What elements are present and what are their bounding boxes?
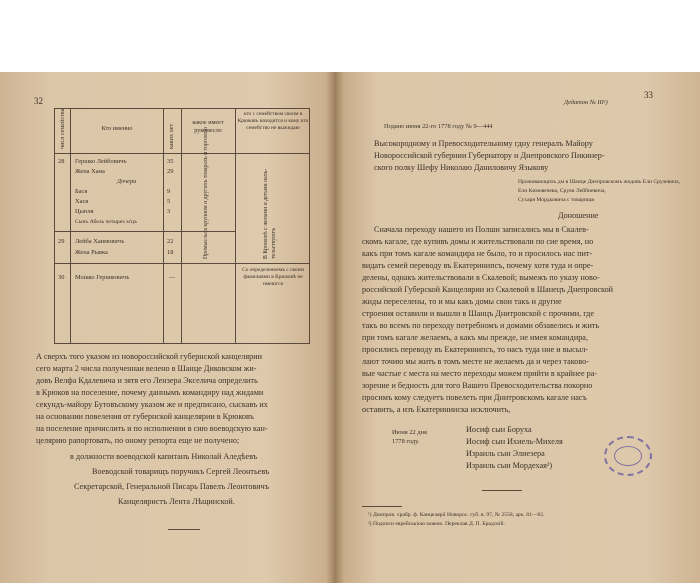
row-name: Жена Хана [75, 168, 105, 175]
row-number: 29 [58, 238, 65, 245]
row-name: Дочери [117, 178, 137, 185]
header-who: Кто именно [101, 125, 133, 132]
row-age: 35 [167, 158, 174, 165]
row-name: Лейба Хаимовичъ [75, 238, 125, 245]
left-page: 32 числ семейства Кто именно каких лет какое имеет рукомесло кто с семейством своим в Крюковъ находится и кому кто семейство не выжидаю 28 Гершко Лейбовичъ 35 Жена Хана 29 Дочери Бася 9 Хася 5 Цыпля 3 Сынъ Абель четырех м'цъ 29 Лейба Хаимовичъ 22 Жена Рывка 18 30 Мошко Гершковичъ — Промыслы в крупном и другихъ товарахъ и торговлю В Крюковѣ с женами и детьми нахъ- тельствуютъ Со определениемъ с своим фамилиями в Крюковѣ не имеются А сверхъ того указом из новороссийской губернской канцелярии сего марта 2 числа полученнаи велено в Шанце Диковском жи- довъ Велфа Кдалевича и зятя его Лензера Экселича определить в Крюков на поселение, почему даннымъ командиру над жидами секундъ-майору Бутовъскому указом же и предписано, сыскавъ их на основании повеления от губернской канцелярии в Крюковъ на поселение причислить и по исполнении в сию воеводскую кан- целярию рапортовать, по оному репорта еще не получено; в должности воеводской капитанъ Николай Аледѣевъ Воеводской товарищъ поручикъ Сергей Леонтьевъ Секретарской, Генеральной Писарь Павелъ Леонтовичъ Канцеляристъ Лента Лѣщинской. [0, 72, 334, 583]
footnote-2: ²) Подписи еврейськіою мовою. Переклав Д. П. Брадскій. [368, 521, 505, 527]
appendix-label: Дедатон № III¹) [564, 99, 608, 106]
header-age: каких лет [168, 123, 175, 149]
divider [482, 490, 522, 491]
row-age: 9 [167, 188, 171, 195]
krukov-note: В Крюковѣ с женами и детьми нахъ- [263, 168, 269, 259]
row-name: Гершко Лейбовичъ [75, 158, 127, 165]
book-spread [0, 72, 700, 583]
right-page: 33 Дедатон № III¹) Подано июня 22-го 1778 году № 9—444 Высокородному и Превосходительному гдну генералъ Майору Новороссийской губернии Губернатору и Днепровского Пикинер- ского полку Шефу Николаю Даниловичу Языкову Проживающихъ дм в Шанце Днепровскомъ жидовъ Ели Срулевича, Ели Кимовечева, Срули Лейбиевича, Сухаря Мордковича с товарищи Доношение Сначала переходу нашего из Полши записались мы в Скалев- скомъ кагале, где купивъ домы и жительствовали по сие время, но какъ при томъ кагале командира не было, то и просилось нас пит- видать семей переводу въ Екатеринипсъ, почему хотя туда и опре- делены, однакъ жительствовали в Скалевой; вымежъ по указу ново- российской Губерской Канцелярии из Скалевой в Шанецъ Днепровской жиды переселены, то и мы какъ домы свои такъ и другие строения оставили и вышли в Шанцъ Днитровской с прочими, где такъ во всемъ по переходу потребномъ и домами обзавелись и жить при томъ кагале желаемъ, а какъ мы прежде, не имея командира, просились переводу въ Екатеринипсъ, то насъ туда нне и высыл- лают точию мы жить в томъ месте не желаемъ да и через таково- вые частые с места на место переходы можем прийти в крайнее ра- зорение и бедность для того Вашего Превосходительства покорно просимъ кому следуетъ повелеть при Днитровскомъ кагале насъ оставить, а изъ Екатеринииска исключить, Июня 22 дня 1778 году. Иосиф сын Боруха Иосиф сын Ихиель-Михеля Израиль сын Элиезера Израиль сын Мордехая²) ¹) Днипров. храбр. ф. Канцелярії Новорос. губ. в. 97, № 2558, арк. 81—82. ²) Подписи еврейськіою мовою. Переклав Д. П. Брадскій. [334, 72, 700, 583]
archive-stamp [604, 436, 652, 476]
report-date: Июня 22 дня [392, 429, 427, 436]
craft-note: Промыслы в крупном и другихъ товарахъ и торговлю [203, 127, 209, 259]
row-age: 22 [167, 238, 174, 245]
report-year: 1778 году. [392, 438, 420, 445]
row-name: Сынъ Абель четырех м'цъ [75, 219, 137, 225]
header-craft: какое имеет рукомесло [192, 119, 224, 134]
row-age: 5 [167, 198, 171, 205]
row-name: Бася [75, 188, 88, 195]
book-gutter [326, 72, 344, 583]
divider [168, 529, 200, 530]
row-age: 3 [167, 208, 171, 215]
row-name: Жена Рывка [75, 249, 108, 256]
row-number: 30 [58, 274, 65, 281]
row-name: Цыпля [75, 208, 94, 215]
header-family-number: числ семейства [59, 108, 66, 149]
page-number: 32 [34, 96, 43, 106]
report-title: Доношение [558, 211, 599, 220]
table-note: Со определениемъ с своим фамилиями в Крюковѣ не имеются [242, 267, 304, 287]
row-age: — [169, 274, 176, 281]
header-location: кто с семейством своим в Крюковъ находится и кому кто семейство не выжидаю [237, 111, 309, 131]
krukov-note-2: тельствуютъ [271, 228, 277, 259]
row-age: 29 [167, 168, 174, 175]
row-name: Мошко Гершковичъ [75, 274, 130, 281]
census-table [54, 108, 310, 344]
row-age: 18 [167, 249, 174, 256]
footnote-rule [362, 506, 402, 507]
footnote-1: ¹) Днипров. храбр. ф. Канцелярії Новорос. губ. в. 97, № 2558, арк. 81—82. [368, 512, 545, 518]
row-name: Хася [75, 198, 89, 205]
filed-note: Подано июня 22-го 1778 году № 9—444 [384, 123, 493, 130]
page-number: 33 [644, 90, 653, 100]
row-number: 28 [58, 158, 65, 165]
